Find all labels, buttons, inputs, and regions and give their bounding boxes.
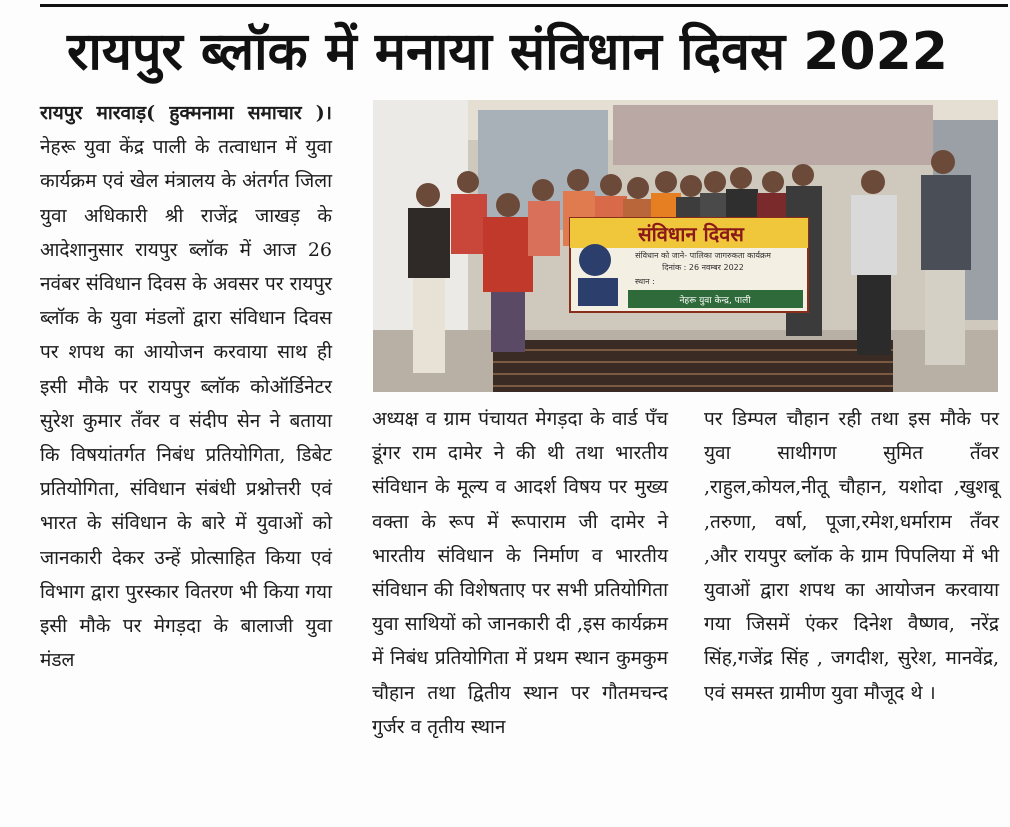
article-column-2 — [372, 402, 668, 744]
top-rule — [40, 4, 1008, 7]
constitution-day-banner — [570, 218, 808, 312]
headline: रायपुर ब्लॉक में मनाया संविधान दिवस 2022 — [67, 22, 948, 82]
article-column-1 — [40, 96, 332, 677]
article-column-3 — [704, 402, 999, 710]
banner-subtitle: संविधान को जाने- पालिका जागरुकता कार्यक्रम — [635, 251, 771, 260]
banner-title: संविधान दिवस — [638, 222, 744, 246]
article-col2-text: अध्यक्ष व ग्राम पंचायत मेगड़दा के वार्ड पँच डूंगर राम दामेर ने की थी तथा भारतीय संविधान के मूल्य व आदर्श विषय पर मुख्य वक्ता के रूप में रूपाराम जी दामेर ने भारतीय संविधान के निर्माण व भारतीय संविधान की विशेषताए पर सभी प्रतियोगिता युवा साथियों को जानकारी दी ,इस कार्यक्रम में निबंध प्रतियोगिता में प्रथम स्थान कुमकुम चौहान तथा द्वितीय स्थान पर गौतमचन्द गुर्जर व तृतीय स्थान — [372, 408, 668, 738]
banner-place-label: स्थान : — [635, 277, 655, 286]
banner-org: नेहरू युवा केन्द्र, पाली — [679, 296, 751, 306]
group-photo-illustration — [373, 100, 998, 392]
news-photo — [373, 100, 998, 392]
article-col1-text: नेहरू युवा केंद्र पाली के तत्वाधान में युवा कार्यक्रम एवं खेल मंत्रालय के अंतर्गत जिला युवा अधिकारी श्री राजेंद्र जाखड़ के आदेशानुसार रायपुर ब्लॉक में आज 26 नवंबर संविधान दिवस के अवसर पर रायपुर ब्लॉक के युवा मंडलों द्वारा संविधान दिवस पर शपथ का आयोजन करवाया साथ ही इसी मौके पर रायपुर ब्लॉक कोऑर्डिनेटर सुरेश कुमार तँवर व संदीप सेन ने बताया कि विषयांतर्गत निबंध प्रतियोगिता, डिबेट प्रतियोगिता, संविधान संबंधी प्रश्नोत्तरी एवं भारत के संविधान के बारे में युवाओं को जानकारी देकर उन्हें प्रोत्साहित किया एवं विभाग द्वारा पुरस्कार वितरण भी किया गया इसी मौके पर मेगड़दा के बालाजी युवा मंडल — [40, 136, 332, 672]
banner-date: दिनांक : 26 नवम्बर 2022 — [662, 263, 744, 272]
article-col3-text: पर डिम्पल चौहान रही तथा इस मौके पर युवा साथीगण सुमित तँवर ,राहुल,कोयल,नीतू चौहान, यशोदा ,खुशबू ,तरुणा, वर्षा, पूजा,रमेश,धर्माराम तँवर ,और रायपुर ब्लॉक के ग्राम पिपलिया में भी युवाओं द्वारा शपथ का आयोजन करवाया गया जिसमें एंकर दिनेश वैष्णव, नरेंद्र सिंह,गजेंद्र सिंह , जगदीश, सुरेश, मानवेंद्र, एवं समस्त ग्रामीण युवा मौजूद थे । — [704, 408, 999, 704]
article-lead: रायपुर मारवाड़( हुक्मनामा समाचार )। — [40, 102, 332, 124]
